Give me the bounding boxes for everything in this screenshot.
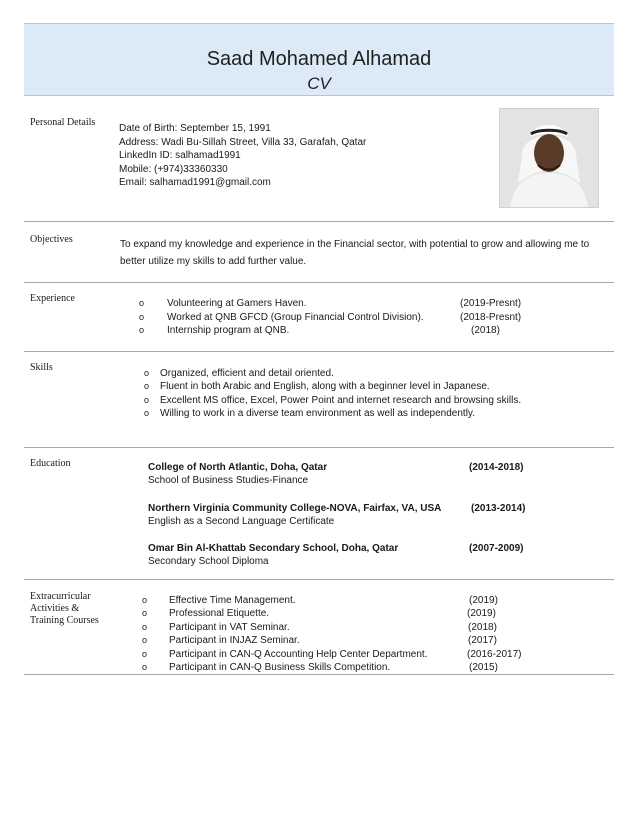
bullet: o	[142, 649, 148, 659]
activity-date: (2017)	[468, 635, 497, 646]
experience-date: (2019-Presnt)	[460, 298, 522, 309]
skill-item: Excellent MS office, Excel, Power Point and internet research and browsing skills.	[160, 395, 522, 406]
bullet: o	[142, 635, 148, 645]
portrait-image	[500, 109, 598, 207]
education-detail: Secondary School Diploma	[148, 556, 269, 567]
label-line: Activities &	[30, 603, 80, 614]
cv-subtitle: CV	[307, 74, 331, 93]
activity-item: Participant in VAT Seminar.	[169, 622, 290, 633]
education-date: (2014-2018)	[469, 462, 524, 473]
experience-item: Volunteering at Gamers Haven.	[167, 298, 307, 309]
date-of-birth: Date of Birth: September 15, 1991	[119, 123, 271, 134]
education-detail: English as a Second Language Certificate	[148, 516, 335, 527]
label-line: Extracurricular	[30, 591, 91, 602]
school-name: College of North Atlantic, Doha, Qatar	[148, 462, 328, 473]
divider	[24, 221, 614, 222]
bullet: o	[144, 381, 150, 391]
bullet: o	[142, 622, 148, 632]
school-name: Northern Virginia Community College-NOVA, Fairfax, VA, USA	[148, 503, 442, 514]
experience-item: Internship program at QNB.	[167, 325, 290, 336]
activity-item: Participant in INJAZ Seminar.	[169, 635, 300, 646]
experience-date: (2018-Presnt)	[460, 312, 522, 323]
objectives-line-1: To expand my knowledge and experience in the Financial sector, with potential to grow and allowing me to	[120, 239, 590, 250]
divider	[24, 579, 614, 580]
bullet: o	[142, 595, 148, 605]
bullet: o	[139, 325, 145, 335]
objectives-line-2: better utilize my skills to add further value.	[120, 256, 307, 267]
linkedin-id: LinkedIn ID: salhamad1991	[119, 150, 241, 161]
activity-item: Effective Time Management.	[169, 595, 296, 606]
address: Address: Wadi Bu-Sillah Street, Villa 33, Garafah, Qatar	[119, 137, 367, 148]
experience-item: Worked at QNB GFCD (Group Financial Control Division).	[167, 312, 424, 323]
activity-date: (2019)	[469, 595, 498, 606]
section-label-experience: Experience	[30, 293, 75, 304]
experience-date: (2018)	[471, 325, 500, 336]
section-label-personal: Personal Details	[30, 117, 96, 128]
divider	[24, 447, 614, 448]
bullet: o	[144, 368, 150, 378]
bullet: o	[142, 662, 148, 672]
bullet: o	[144, 395, 150, 405]
skill-item: Fluent in both Arabic and English, along with a beginner level in Japanese.	[160, 381, 490, 392]
activity-item: Participant in CAN-Q Business Skills Competition.	[169, 662, 391, 673]
activity-date: (2019)	[467, 608, 496, 619]
activity-date: (2016-2017)	[467, 649, 522, 660]
activity-item: Professional Etiquette.	[169, 608, 270, 619]
school-name: Omar Bin Al-Khattab Secondary School, Doha, Qatar	[148, 543, 399, 554]
section-label-extracurricular	[30, 591, 99, 627]
activity-item: Participant in CAN-Q Accounting Help Center Department.	[169, 649, 428, 660]
divider	[24, 282, 614, 283]
bullet: o	[142, 608, 148, 618]
candidate-name: Saad Mohamed Alhamad	[206, 48, 432, 70]
activity-date: (2015)	[469, 662, 498, 673]
cv-header	[24, 23, 614, 96]
skill-item: Organized, efficient and detail oriented.	[160, 368, 334, 379]
divider	[24, 351, 614, 352]
section-label-skills: Skills	[30, 362, 53, 373]
mobile: Mobile: (+974)33360330	[119, 164, 228, 175]
label-line: Training Courses	[30, 615, 99, 626]
skill-item: Willing to work in a diverse team environment as well as independently.	[160, 408, 475, 419]
activity-date: (2018)	[468, 622, 497, 633]
education-date: (2007-2009)	[469, 543, 524, 554]
bullet: o	[144, 408, 150, 418]
bullet: o	[139, 298, 145, 308]
education-date: (2013-2014)	[471, 503, 526, 514]
profile-photo	[499, 108, 599, 208]
section-label-objectives: Objectives	[30, 234, 73, 245]
education-detail: School of Business Studies-Finance	[148, 475, 309, 486]
bullet: o	[139, 312, 145, 322]
divider	[24, 674, 614, 675]
section-label-education: Education	[30, 458, 71, 469]
email: Email: salhamad1991@gmail.com	[119, 177, 271, 188]
